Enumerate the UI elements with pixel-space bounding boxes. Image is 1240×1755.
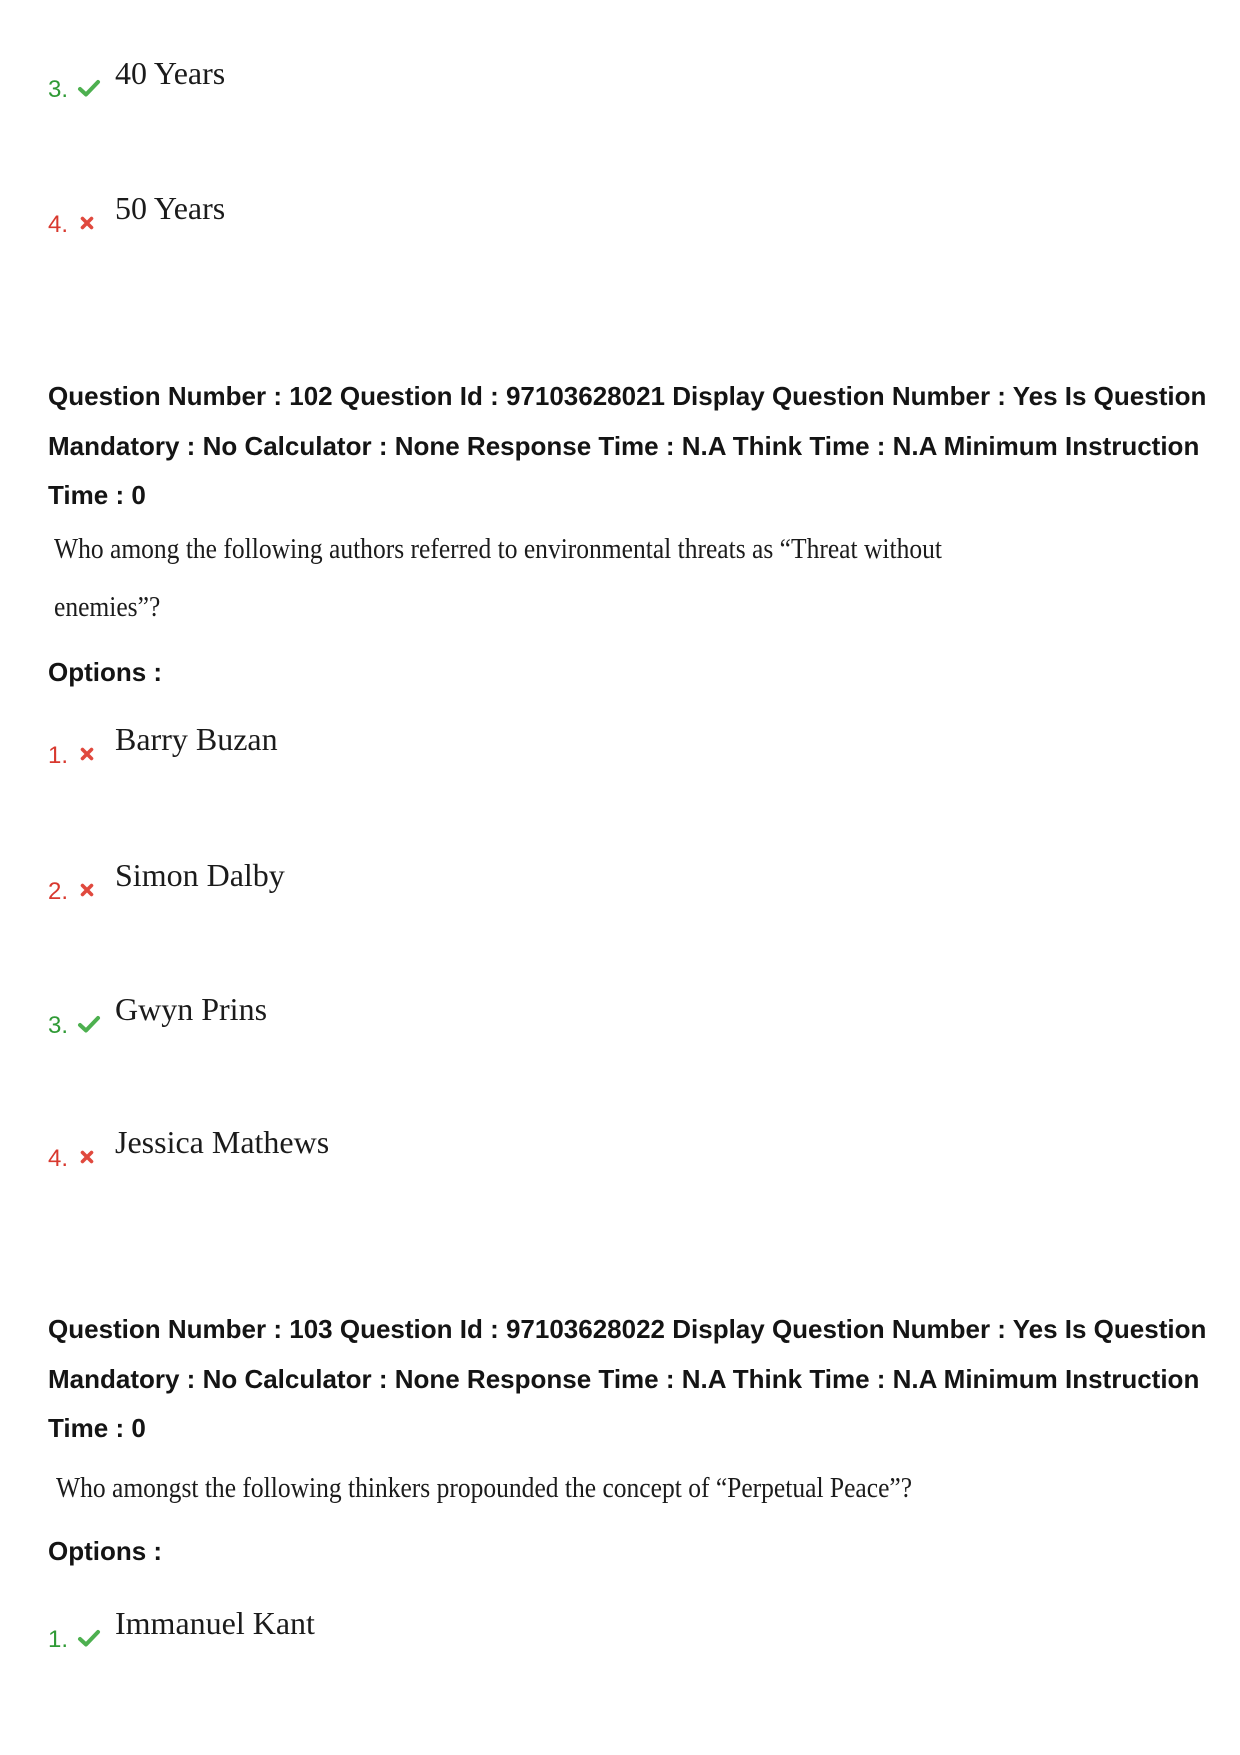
option-number: 2. (48, 878, 69, 905)
options-label: Options : (48, 1536, 163, 1566)
option-text: Jessica Mathews (115, 1124, 330, 1160)
question-header-line: Mandatory : No Calculator : None Response Time : N.A Think Time : N.A Minimum Instruction (48, 430, 1200, 461)
cross-icon (79, 746, 95, 762)
check-icon (77, 78, 101, 98)
option-row (0, 1122, 1240, 1172)
option-number: 4. (48, 1145, 69, 1172)
option-text: Gwyn Prins (115, 991, 268, 1027)
option-number: 4. (48, 211, 69, 238)
option-text: Immanuel Kant (115, 1605, 315, 1641)
option-row (0, 53, 1240, 103)
question-header-line: Question Number : 102 Question Id : 97103628021 Display Question Number : Yes Is Question (48, 381, 1207, 411)
cross-icon (79, 215, 95, 231)
question-text-line: enemies”? (54, 591, 161, 623)
question-text-line: Who amongst the following thinkers propounded the concept of “Perpetual Peace”? (56, 1472, 913, 1504)
question-text-line: Who among the following authors referred to environmental threats as “Threat without (54, 533, 942, 565)
question-header (48, 372, 1206, 521)
option-text: 50 Years (115, 190, 226, 226)
options-label: Options : (48, 657, 163, 687)
question-header-line: Time : 0 (48, 480, 146, 510)
option-text: 40 Years (115, 55, 226, 91)
cross-icon (79, 882, 95, 898)
option-number: 1. (48, 1626, 69, 1653)
question-header-line: Time : 0 (48, 1413, 146, 1443)
option-text: Barry Buzan (115, 721, 278, 757)
option-row (0, 1603, 1240, 1653)
cross-icon (79, 1149, 95, 1165)
question-header-line: Question Number : 103 Question Id : 97103628022 Display Question Number : Yes Is Question (48, 1314, 1207, 1344)
option-number: 3. (48, 1012, 69, 1039)
option-row (0, 855, 1240, 905)
check-icon (77, 1628, 101, 1648)
option-row (0, 989, 1240, 1039)
option-number: 1. (48, 742, 69, 769)
check-icon (77, 1014, 101, 1034)
option-row (0, 719, 1240, 769)
question-header (48, 1305, 1206, 1454)
option-number: 3. (48, 76, 69, 103)
question-header-line: Mandatory : No Calculator : None Response Time : N.A Think Time : N.A Minimum Instruction (48, 1363, 1200, 1394)
option-text: Simon Dalby (115, 857, 285, 893)
option-row (0, 188, 1240, 238)
